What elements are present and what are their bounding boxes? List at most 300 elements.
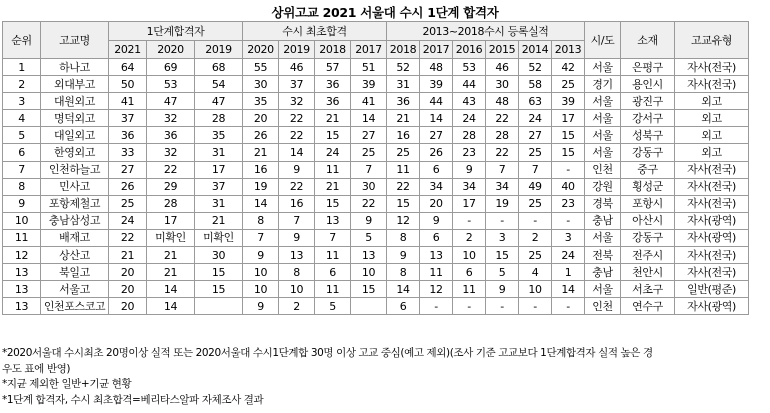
cell-registered: 53 [453,59,486,76]
cell-registered: 25 [519,144,552,161]
cell-first-stage: 21 [147,247,195,264]
header-reg-year: 2014 [519,41,552,59]
header-reg-year: 2018 [387,41,420,59]
cell-first-stage: 미확인 [147,229,195,246]
cell-registered: 15 [387,195,420,212]
cell-first-stage: 28 [147,195,195,212]
cell-district: 전주시 [621,247,675,264]
header-first-stage: 1단계합격자 [109,22,243,41]
cell-first-stage: 14 [147,281,195,298]
cell-school: 대일외고 [41,127,109,144]
cell-registered: 28 [453,127,486,144]
header-district: 소재 [621,22,675,59]
cell-type: 자사(광역) [675,298,749,315]
cell-registered: 17 [453,195,486,212]
cell-type: 자사(전국) [675,76,749,93]
cell-region: 충남 [585,212,621,229]
cell-final: 20 [243,110,279,127]
cell-first-stage: 15 [195,264,243,281]
cell-registered: 24 [519,110,552,127]
cell-district: 강서구 [621,110,675,127]
cell-first-stage: 69 [147,59,195,76]
cell-registered: 34 [420,178,453,195]
cell-registered: 20 [420,195,453,212]
cell-registered: 52 [519,59,552,76]
cell-type: 자사(전국) [675,59,749,76]
cell-registered: 8 [387,264,420,281]
cell-final: 36 [315,93,351,110]
cell-first-stage: 30 [195,247,243,264]
cell-final: 21 [315,110,351,127]
cell-registered: 14 [552,281,585,298]
cell-final: 13 [279,247,315,264]
cell-district: 횡성군 [621,178,675,195]
cell-type: 일반(평준) [675,281,749,298]
cell-first-stage: 22 [147,161,195,178]
cell-first-stage: 29 [147,178,195,195]
cell-district: 용인시 [621,76,675,93]
cell-registered: 6 [387,298,420,315]
header-final-year: 2017 [351,41,387,59]
table-row [3,110,749,127]
cell-registered: 22 [486,144,519,161]
cell-registered: 31 [387,76,420,93]
cell-final: 19 [243,178,279,195]
cell-registered: 42 [552,59,585,76]
cell-region: 충남 [585,264,621,281]
cell-registered: 21 [387,110,420,127]
cell-registered: 63 [519,93,552,110]
cell-final: 10 [243,281,279,298]
cell-registered: 48 [420,59,453,76]
cell-final: 21 [315,178,351,195]
cell-registered: - [552,298,585,315]
cell-registered: - [519,212,552,229]
cell-registered: 30 [486,76,519,93]
header-registered: 2013~2018수시 등록실적 [387,22,585,41]
cell-registered: 2 [519,229,552,246]
cell-school: 명덕외고 [41,110,109,127]
cell-region: 서울 [585,59,621,76]
cell-type: 자사(전국) [675,195,749,212]
cell-district: 천안시 [621,264,675,281]
cell-final: 10 [243,264,279,281]
cell-registered: 16 [387,127,420,144]
header-school: 고교명 [41,22,109,59]
header-final-year: 2020 [243,41,279,59]
cell-region: 인천 [585,161,621,178]
cell-rank: 10 [3,212,41,229]
header-final: 수시 최초합격 [243,22,387,41]
cell-final: 22 [279,110,315,127]
cell-registered: 12 [387,212,420,229]
cell-final: 15 [315,127,351,144]
cell-first-stage: 21 [109,247,147,264]
cell-registered: 39 [552,93,585,110]
cell-registered: 25 [387,144,420,161]
cell-final: 9 [243,298,279,315]
cell-school: 대원외고 [41,93,109,110]
cell-registered: 46 [486,59,519,76]
cell-registered: 26 [420,144,453,161]
header-rank: 순위 [3,22,41,59]
header-reg-year: 2017 [420,41,453,59]
cell-registered: 8 [387,229,420,246]
cell-final: 7 [351,161,387,178]
cell-registered: 14 [387,281,420,298]
cell-rank: 11 [3,229,41,246]
cell-registered: 34 [453,178,486,195]
cell-first-stage: 31 [195,144,243,161]
cell-first-stage: 37 [195,178,243,195]
cell-type: 외고 [675,144,749,161]
cell-first-stage: 64 [109,59,147,76]
table-row [3,178,749,195]
cell-rank: 2 [3,76,41,93]
cell-registered: 19 [486,195,519,212]
cell-type: 자사(전국) [675,178,749,195]
cell-first-stage: 미확인 [195,229,243,246]
cell-first-stage: 28 [195,110,243,127]
cell-first-stage: 21 [195,212,243,229]
cell-district: 아산시 [621,212,675,229]
cell-registered: 27 [420,127,453,144]
cell-type: 외고 [675,127,749,144]
table-row [3,212,749,229]
cell-final: 55 [243,59,279,76]
cell-district: 광진구 [621,93,675,110]
table-row [3,229,749,246]
cell-region: 인천 [585,298,621,315]
cell-first-stage: 35 [195,127,243,144]
cell-registered: 13 [420,247,453,264]
cell-first-stage: 20 [109,298,147,315]
cell-final: 37 [279,76,315,93]
cell-registered: 48 [486,93,519,110]
cell-first-stage: 21 [147,264,195,281]
cell-registered: 5 [486,264,519,281]
table-row [3,93,749,110]
cell-registered: - [453,298,486,315]
cell-first-stage: 22 [109,229,147,246]
header-reg-year: 2015 [486,41,519,59]
cell-registered: 2 [453,229,486,246]
cell-registered: 7 [519,161,552,178]
header-fs-year: 2020 [147,41,195,59]
cell-final: 30 [243,76,279,93]
cell-final: 9 [351,212,387,229]
cell-district: 강동구 [621,144,675,161]
header-type: 고교유형 [675,22,749,59]
cell-rank: 13 [3,281,41,298]
cell-final: 2 [279,298,315,315]
cell-final: 22 [351,195,387,212]
cell-final: 7 [315,229,351,246]
table-row [3,59,749,76]
cell-final: 11 [315,281,351,298]
cell-first-stage: 14 [147,298,195,315]
cell-rank: 5 [3,127,41,144]
cell-first-stage: 41 [109,93,147,110]
header-region: 시/도 [585,22,621,59]
header-reg-year: 2013 [552,41,585,59]
cell-rank: 3 [3,93,41,110]
cell-registered: 23 [552,195,585,212]
cell-rank: 9 [3,195,41,212]
cell-first-stage: 47 [147,93,195,110]
cell-registered: 23 [453,144,486,161]
cell-first-stage: 33 [109,144,147,161]
cell-first-stage: 15 [195,281,243,298]
cell-final: 15 [351,281,387,298]
cell-final: 30 [351,178,387,195]
cell-type: 자사(광역) [675,212,749,229]
cell-district: 강동구 [621,229,675,246]
cell-first-stage: 36 [109,127,147,144]
cell-region: 서울 [585,229,621,246]
cell-registered: 6 [453,264,486,281]
cell-registered: 11 [453,281,486,298]
cell-first-stage: 37 [109,110,147,127]
cell-district: 포항시 [621,195,675,212]
cell-final: 5 [351,229,387,246]
cell-final: 11 [315,161,351,178]
footnote-line: 우도 표에 반영) [2,362,71,375]
cell-final: 26 [243,127,279,144]
cell-region: 서울 [585,144,621,161]
cell-first-stage: 50 [109,76,147,93]
cell-registered: 22 [486,110,519,127]
cell-type: 외고 [675,110,749,127]
cell-school: 외대부고 [41,76,109,93]
cell-region: 서울 [585,93,621,110]
cell-final: 7 [279,212,315,229]
cell-final: 10 [279,281,315,298]
cell-type: 외고 [675,93,749,110]
cell-final: 24 [315,144,351,161]
cell-final: 46 [279,59,315,76]
cell-rank: 13 [3,264,41,281]
cell-registered: 25 [552,76,585,93]
results-table [2,21,749,315]
cell-registered: 25 [519,195,552,212]
cell-registered: 3 [486,229,519,246]
cell-district: 서초구 [621,281,675,298]
cell-final: 5 [315,298,351,315]
cell-school: 하나고 [41,59,109,76]
cell-final: 9 [279,229,315,246]
cell-region: 전북 [585,247,621,264]
table-row [3,127,749,144]
cell-final: 9 [243,247,279,264]
cell-school: 포항제철고 [41,195,109,212]
header-fs-year: 2021 [109,41,147,59]
cell-registered: 58 [519,76,552,93]
cell-first-stage: 17 [147,212,195,229]
table-row [3,195,749,212]
cell-registered: 40 [552,178,585,195]
cell-registered: 1 [552,264,585,281]
cell-rank: 13 [3,298,41,315]
header-final-year: 2018 [315,41,351,59]
cell-first-stage: 53 [147,76,195,93]
cell-region: 서울 [585,127,621,144]
table-row [3,281,749,298]
cell-final: 36 [315,76,351,93]
cell-registered: 52 [387,59,420,76]
cell-final: 41 [351,93,387,110]
header-fs-year: 2019 [195,41,243,59]
cell-final: 57 [315,59,351,76]
cell-final: 8 [279,264,315,281]
cell-first-stage: 27 [109,161,147,178]
cell-district: 성북구 [621,127,675,144]
cell-first-stage: 20 [109,264,147,281]
cell-registered: 6 [420,161,453,178]
cell-registered: 6 [420,229,453,246]
cell-rank: 7 [3,161,41,178]
cell-final: 7 [243,229,279,246]
cell-registered: 22 [387,178,420,195]
cell-first-stage: 68 [195,59,243,76]
cell-first-stage: 47 [195,93,243,110]
footnote-line: *1단계 합격자, 수시 최초합격=베리타스알파 자체조사 결과 [2,393,264,406]
cell-registered: 15 [552,127,585,144]
cell-type: 자사(전국) [675,247,749,264]
cell-registered: 11 [420,264,453,281]
cell-registered: 28 [486,127,519,144]
cell-region: 경북 [585,195,621,212]
header-reg-year: 2016 [453,41,486,59]
cell-first-stage: 54 [195,76,243,93]
cell-rank: 8 [3,178,41,195]
cell-final: 22 [279,178,315,195]
header-final-year: 2019 [279,41,315,59]
table-row [3,144,749,161]
cell-region: 경기 [585,76,621,93]
cell-registered: 34 [486,178,519,195]
cell-final: 22 [279,127,315,144]
cell-district: 연수구 [621,298,675,315]
cell-first-stage: 32 [147,110,195,127]
cell-type: 자사(전국) [675,161,749,178]
cell-registered: 4 [519,264,552,281]
cell-registered: 15 [486,247,519,264]
cell-registered: 39 [420,76,453,93]
cell-final: 21 [243,144,279,161]
cell-final: 9 [279,161,315,178]
cell-final: 14 [279,144,315,161]
cell-registered: - [453,212,486,229]
cell-final: 11 [315,247,351,264]
cell-region: 서울 [585,110,621,127]
cell-registered: - [486,298,519,315]
cell-region: 강원 [585,178,621,195]
cell-registered: 43 [453,93,486,110]
cell-registered: 44 [420,93,453,110]
cell-registered: 14 [420,110,453,127]
table-row [3,264,749,281]
cell-registered: 10 [519,281,552,298]
table-row [3,161,749,178]
cell-first-stage: 20 [109,281,147,298]
cell-registered: 17 [552,110,585,127]
cell-final: 14 [351,110,387,127]
cell-registered: 27 [519,127,552,144]
cell-registered: 11 [387,161,420,178]
cell-registered: 49 [519,178,552,195]
table-row [3,298,749,315]
table-row [3,247,749,264]
cell-registered: 3 [552,229,585,246]
cell-type: 자사(전국) [675,264,749,281]
cell-first-stage [195,298,243,315]
cell-region: 서울 [585,281,621,298]
cell-final: 16 [279,195,315,212]
cell-first-stage: 31 [195,195,243,212]
cell-registered: - [486,212,519,229]
cell-final: 32 [279,93,315,110]
cell-first-stage: 36 [147,127,195,144]
cell-final: 35 [243,93,279,110]
cell-first-stage: 25 [109,195,147,212]
cell-final: 10 [351,264,387,281]
cell-registered: 12 [420,281,453,298]
cell-school: 상산고 [41,247,109,264]
cell-district: 중구 [621,161,675,178]
cell-rank: 1 [3,59,41,76]
cell-type: 자사(광역) [675,229,749,246]
footnotes [2,346,768,408]
footnote-line: *2020서울대 수시최초 20명이상 실적 또는 2020서울대 수시1단계합 30명 이상 고교 중심(예고 제외)(조사 기준 고교보다 1단계합격자 실적 높은 경 [2,347,653,359]
cell-final: 6 [315,264,351,281]
cell-registered: 9 [420,212,453,229]
cell-rank: 4 [3,110,41,127]
cell-first-stage: 26 [109,178,147,195]
cell-registered: - [519,298,552,315]
cell-first-stage: 17 [195,161,243,178]
cell-school: 북일고 [41,264,109,281]
footnote-line: *지균 제외한 일반+기균 현황 [2,378,132,390]
cell-registered: 9 [453,161,486,178]
cell-registered: 7 [486,161,519,178]
cell-school: 인천하늘고 [41,161,109,178]
cell-registered: 36 [387,93,420,110]
table-row [3,76,749,93]
cell-final: 14 [243,195,279,212]
cell-final: 13 [315,212,351,229]
cell-first-stage: 32 [147,144,195,161]
cell-final: 51 [351,59,387,76]
cell-final: 13 [351,247,387,264]
cell-first-stage: 24 [109,212,147,229]
cell-registered: 9 [387,247,420,264]
cell-rank: 6 [3,144,41,161]
page-title: 상위고교 2021 서울대 수시 1단계 합격자 [271,5,499,20]
cell-registered: 24 [453,110,486,127]
cell-school: 민사고 [41,178,109,195]
cell-registered: - [420,298,453,315]
cell-final: 39 [351,76,387,93]
cell-registered: 44 [453,76,486,93]
cell-registered: 25 [519,247,552,264]
cell-school: 인천포스코고 [41,298,109,315]
cell-registered: 15 [552,144,585,161]
cell-final: 27 [351,127,387,144]
cell-rank: 12 [3,247,41,264]
cell-registered: - [552,161,585,178]
cell-final [351,298,387,315]
